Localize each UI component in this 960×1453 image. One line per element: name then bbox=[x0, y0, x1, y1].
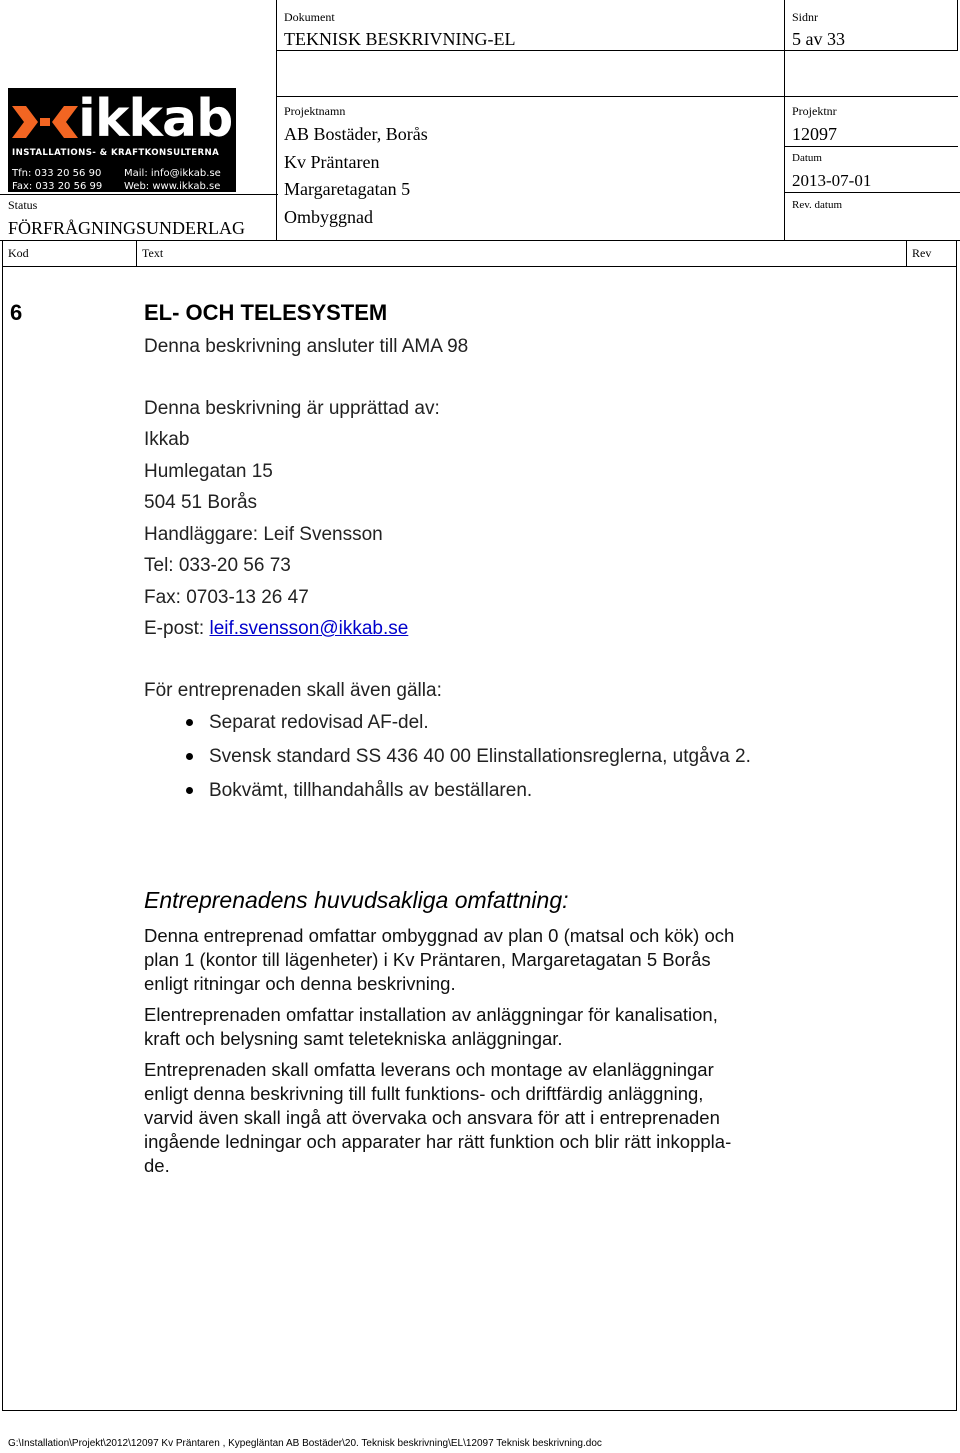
status-value: FÖRFRÅGNINGSUNDERLAG bbox=[8, 218, 246, 238]
sidnr-value: 5 av 33 bbox=[792, 29, 845, 49]
revdatum-label: Rev. datum bbox=[792, 199, 842, 211]
projektnamn-line-4: Ombyggnad bbox=[284, 207, 373, 227]
logo-tfn: Tfn: 033 20 56 90 bbox=[12, 168, 102, 179]
scope-p3-line: enligt denna beskrivning till fullt funktions- och driftfärdig anläggning, bbox=[144, 1083, 704, 1104]
scope-p3-line: de. bbox=[144, 1155, 170, 1176]
applies-item-3: Bokvämt, tillhandahålls av beställaren. bbox=[209, 780, 533, 801]
logo-brand: ikkab bbox=[78, 89, 233, 149]
projektnr-label: Projektnr bbox=[792, 104, 837, 118]
applies-intro: För entreprenaden skall även gälla: bbox=[144, 680, 442, 701]
footer-file-path: G:\Installation\Projekt\2012\12097 Kv Präntaren , Kypegläntan AB Bostäder\20. Teknisk beskrivning\EL\12097 Teknisk beskrivning.doc bbox=[8, 1438, 602, 1449]
status-label: Status bbox=[8, 198, 38, 212]
company-name: Ikkab bbox=[144, 429, 190, 450]
projektnamn-line-2: Kv Präntaren bbox=[284, 152, 380, 172]
scope-heading: Entreprenadens huvudsakliga omfattning: bbox=[144, 887, 569, 913]
handler-line: Handläggare: Leif Svensson bbox=[144, 524, 383, 545]
bullet-icon bbox=[186, 753, 193, 760]
ama-line: Denna beskrivning ansluter till AMA 98 bbox=[144, 336, 469, 357]
email-line bbox=[144, 618, 408, 640]
scope-p1-line: plan 1 (kontor till lägenheter) i Kv Präntaren, Margaretagatan 5 Borås bbox=[144, 949, 711, 970]
scope-p3-line: ingående ledningar och apparater har rätt funktion och blir rätt inkoppla- bbox=[144, 1131, 732, 1152]
kod-label: Kod bbox=[8, 246, 29, 260]
scope-paragraph-3 bbox=[144, 1058, 731, 1178]
company-city: 504 51 Borås bbox=[144, 492, 258, 513]
projektnamn-line-1: AB Bostäder, Borås bbox=[284, 124, 428, 144]
projektnr-value: 12097 bbox=[792, 124, 837, 144]
fax-line: Fax: 0703-13 26 47 bbox=[144, 587, 309, 608]
bullet-icon bbox=[186, 719, 193, 726]
rev-label: Rev bbox=[912, 246, 932, 260]
datum-label: Datum bbox=[792, 152, 822, 164]
applies-item-1: Separat redovisad AF-del. bbox=[209, 712, 429, 733]
prepared-by: Denna beskrivning är upprättad av: bbox=[144, 398, 440, 419]
scope-paragraph-2 bbox=[144, 1003, 718, 1051]
projektnamn-label: Projektnamn bbox=[284, 104, 346, 118]
email-label: E-post: bbox=[144, 618, 210, 639]
section-title: EL- OCH TELESYSTEM bbox=[144, 300, 388, 325]
datum-value: 2013-07-01 bbox=[792, 171, 872, 190]
scope-p1-line: enligt ritningar och denna beskrivning. bbox=[144, 973, 456, 994]
scope-p3-line: varvid även skall ingå att övervaka och ansvara för att i entreprenaden bbox=[144, 1107, 720, 1128]
scope-p3-line: Entreprenaden skall omfatta leverans och montage av elanläggningar bbox=[144, 1059, 714, 1080]
logo-fax: Fax: 033 20 56 99 bbox=[12, 181, 103, 192]
tel-line: Tel: 033-20 56 73 bbox=[144, 555, 291, 576]
email-link[interactable]: leif.svensson@ikkab.se bbox=[209, 618, 409, 639]
logo-mail: Mail: info@ikkab.se bbox=[124, 168, 221, 179]
section-number: 6 bbox=[10, 300, 23, 325]
logo-arrows-icon bbox=[12, 102, 78, 142]
company-street: Humlegatan 15 bbox=[144, 461, 273, 482]
text-label: Text bbox=[142, 246, 164, 260]
scope-p2-line: kraft och belysning samt teletekniska anläggningar. bbox=[144, 1028, 563, 1049]
projektnamn-line-3: Margaretagatan 5 bbox=[284, 179, 411, 199]
scope-paragraph-1 bbox=[144, 924, 734, 996]
sidnr-label: Sidnr bbox=[792, 10, 819, 24]
scope-p2-line: Elentreprenaden omfattar installation av anläggningar för kanalisation, bbox=[144, 1004, 718, 1025]
logo-web: Web: www.ikkab.se bbox=[124, 181, 221, 192]
applies-item-2: Svensk standard SS 436 40 00 Elinstallationsreglerna, utgåva 2. bbox=[209, 746, 751, 767]
bullet-icon bbox=[186, 787, 193, 794]
scope-p1-line: Denna entreprenad omfattar ombyggnad av plan 0 (matsal och kök) och bbox=[144, 925, 735, 946]
dokument-label: Dokument bbox=[284, 10, 335, 24]
ikkab-logo bbox=[8, 88, 236, 192]
logo-tagline: INSTALLATIONS- & KRAFTKONSULTERNA bbox=[12, 148, 220, 158]
dokument-value: TEKNISK BESKRIVNING-EL bbox=[284, 29, 516, 49]
